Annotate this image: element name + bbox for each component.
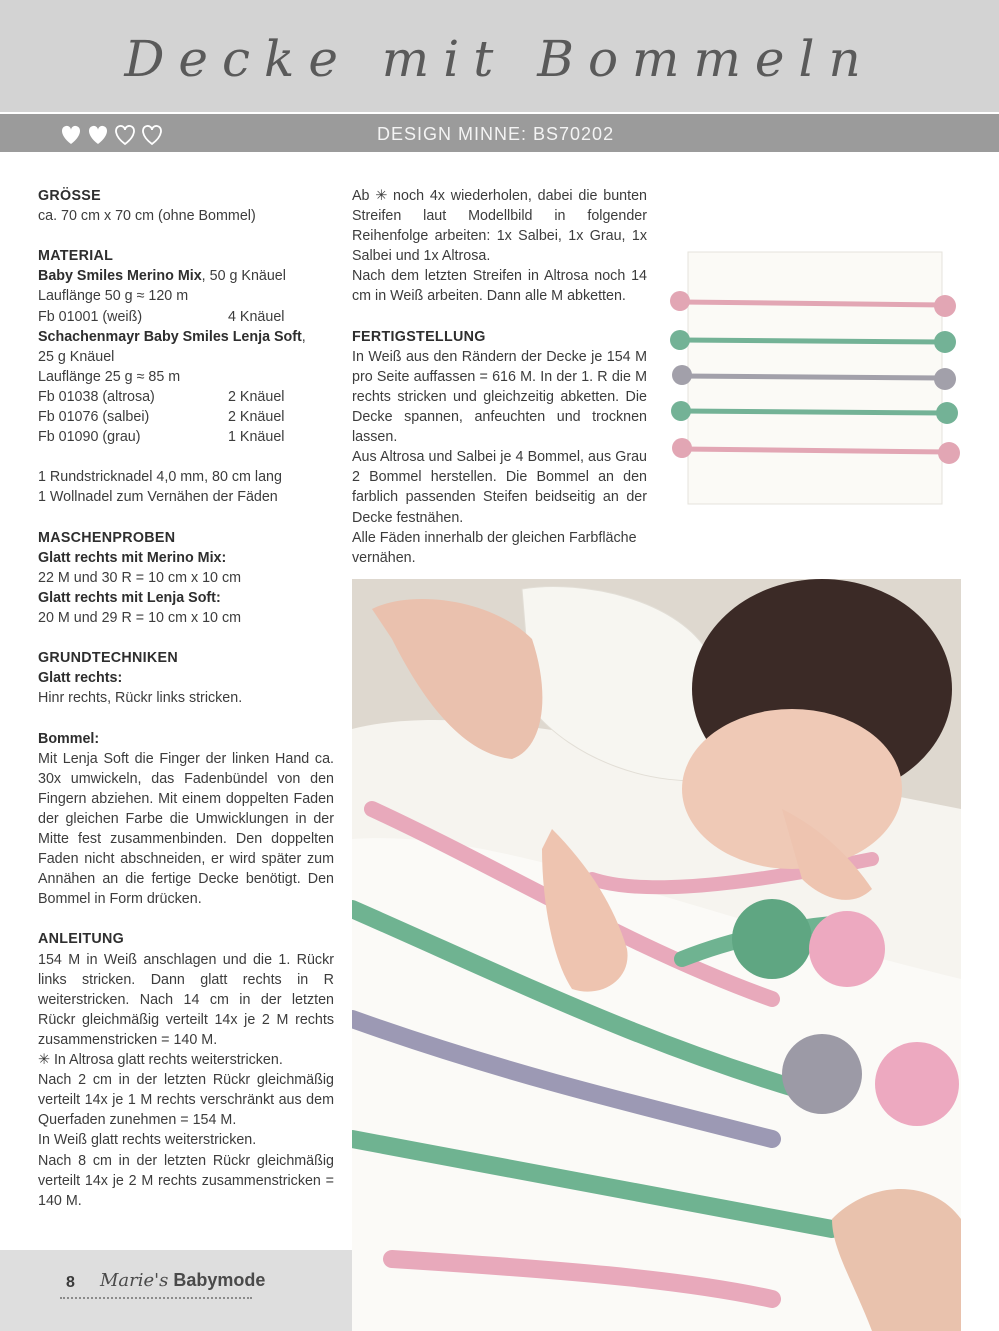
technique1-heading: Glatt rechts: — [38, 670, 123, 687]
size-heading: GRÖSSE — [38, 188, 101, 204]
finishing-heading: FERTIGSTELLUNG — [352, 328, 486, 345]
finishing-text-3: Alle Fäden innerhalb der gleichen Farbfläche vernähen. — [352, 529, 637, 566]
page-number: 8 — [66, 1274, 75, 1291]
instructions-heading: ANLEITUNG — [38, 931, 125, 948]
yarn1-line — [38, 266, 334, 286]
instructions-text-5: Nach 8 cm in der letzten Rückr gleichmäßig verteilt 14x je 2 M rechts zusammenstricken = 140 M. — [38, 1152, 334, 1209]
gauge2-text: 20 M und 29 R = 10 cm x 10 cm — [38, 609, 242, 626]
right-column — [352, 186, 647, 568]
gauge-heading: MASCHENPROBEN — [38, 529, 176, 546]
brand-script: Marie's — [100, 1270, 169, 1291]
yarn2-color-row: Fb 01038 (altrosa) 2 Knäuel — [38, 388, 285, 405]
brand-bold: Babymode — [173, 1270, 266, 1290]
design-label: DESIGN MINNE: BS70202 — [377, 124, 615, 144]
baby-photo-illustration — [352, 579, 961, 1331]
techniques-heading: GRUNDTECHNIKEN — [38, 650, 179, 667]
yarn2-color-row: Fb 01090 (grau) 1 Knäuel — [38, 429, 285, 446]
yarn1-color-row: Fb 01001 (weiß) 4 Knäuel — [38, 308, 285, 325]
finish-knitting-text: Nach dem letzten Streifen in Altrosa noch 14 cm in Weiß arbeiten. Dann alle M abketten. — [352, 268, 647, 305]
magazine-brand — [100, 1270, 265, 1291]
instructions-text-2: ✳ In Altrosa glatt rechts weiterstricken. — [38, 1052, 283, 1069]
yarn2-line: Schachenmayr Baby Smiles Lenja Soft, — [38, 328, 306, 345]
instructions-text-4: In Weiß glatt rechts weiterstricken. — [38, 1132, 257, 1149]
tool-needle: 1 Rundstricknadel 4,0 mm, 80 cm lang — [38, 469, 282, 486]
repeat-text: Ab ✳ noch 4x wiederholen, dabei die bunten Streifen laut Modellbild in folgender Reihenfolge arbeiten: 1x Salbei, 1x Grau, 1x Salbei und 1x Altrosa. — [352, 188, 647, 265]
yarn2-ball: 25 g Knäuel — [38, 348, 115, 365]
instructions-text-3: Nach 2 cm in der letzten Rückr gleichmäßig verteilt 14x je 1 M rechts verschränkt aus dem Querfaden zunehmen = 154 M. — [38, 1072, 334, 1129]
gauge1-heading: Glatt rechts mit Merino Mix: — [38, 549, 227, 566]
pompom-heading: Bommel: — [38, 730, 100, 747]
blanket-photo — [668, 250, 960, 508]
yarn1-ball: , 50 g Knäuel — [201, 268, 286, 285]
yarn2-name: Schachenmayr Baby Smiles Lenja Soft — [38, 328, 302, 345]
instructions-text-1: 154 M in Weiß anschlagen und die 1. Rückr links stricken. Dann glatt rechts in R weiterstricken. Nach 14 cm in der letzten Rückr gleichmäßig verteilt 14x je 2 M rechts zusammenstricken = 140 M. — [38, 951, 334, 1048]
gauge2-heading: Glatt rechts mit Lenja Soft: — [38, 589, 221, 606]
page-title: Decke mit Bommeln — [124, 30, 875, 88]
footer-divider — [60, 1297, 252, 1299]
hearts-icon — [58, 121, 168, 147]
gauge1-text: 22 M und 30 R = 10 cm x 10 cm — [38, 569, 242, 586]
tool-wool-needle: 1 Wollnadel zum Vernähen der Fäden — [38, 489, 278, 506]
yarn1-length: Lauflänge 50 g ≈ 120 m — [38, 288, 189, 305]
pompom-text: Mit Lenja Soft die Finger der linken Hand ca. 30x umwickeln, das Fadenbündel von den Fingern abziehen. Mit einem doppelten Faden der gleichen Farbe die Umwicklungen in der Mitte fest zusammenbinden. Den doppelten Faden nicht abschneiden, er wird später zum Annähen an die fertige Decke benötigt. Den Bommel in Form drücken. — [38, 750, 334, 908]
left-column — [38, 186, 334, 1211]
finishing-text-1: In Weiß aus den Rändern der Decke je 154 M pro Seite auffassen = 616 M. In der 1. R die M rechts stricken und gleichzeitig abketten. Die Decke spannen, anfeuchten und trocknen lassen. — [352, 348, 647, 446]
material-heading: MATERIAL — [38, 248, 114, 265]
yarn2-color-row: Fb 01076 (salbei) 2 Knäuel — [38, 409, 285, 426]
yarn1-name: Baby Smiles Merino Mix — [38, 268, 202, 285]
technique1-text: Hinr rechts, Rückr links stricken. — [38, 690, 243, 707]
yarn2-length: Lauflänge 25 g ≈ 85 m — [38, 368, 181, 385]
finishing-text-2: Aus Altrosa und Salbei je 4 Bommel, aus Grau 2 Bommel herstellen. Die Bommel an den farblich passenden Steifen beidseitig an der Decke festnähen. — [352, 449, 647, 526]
size-text: ca. 70 cm x 70 cm (ohne Bommel) — [38, 208, 256, 225]
baby-photo — [352, 579, 961, 1331]
